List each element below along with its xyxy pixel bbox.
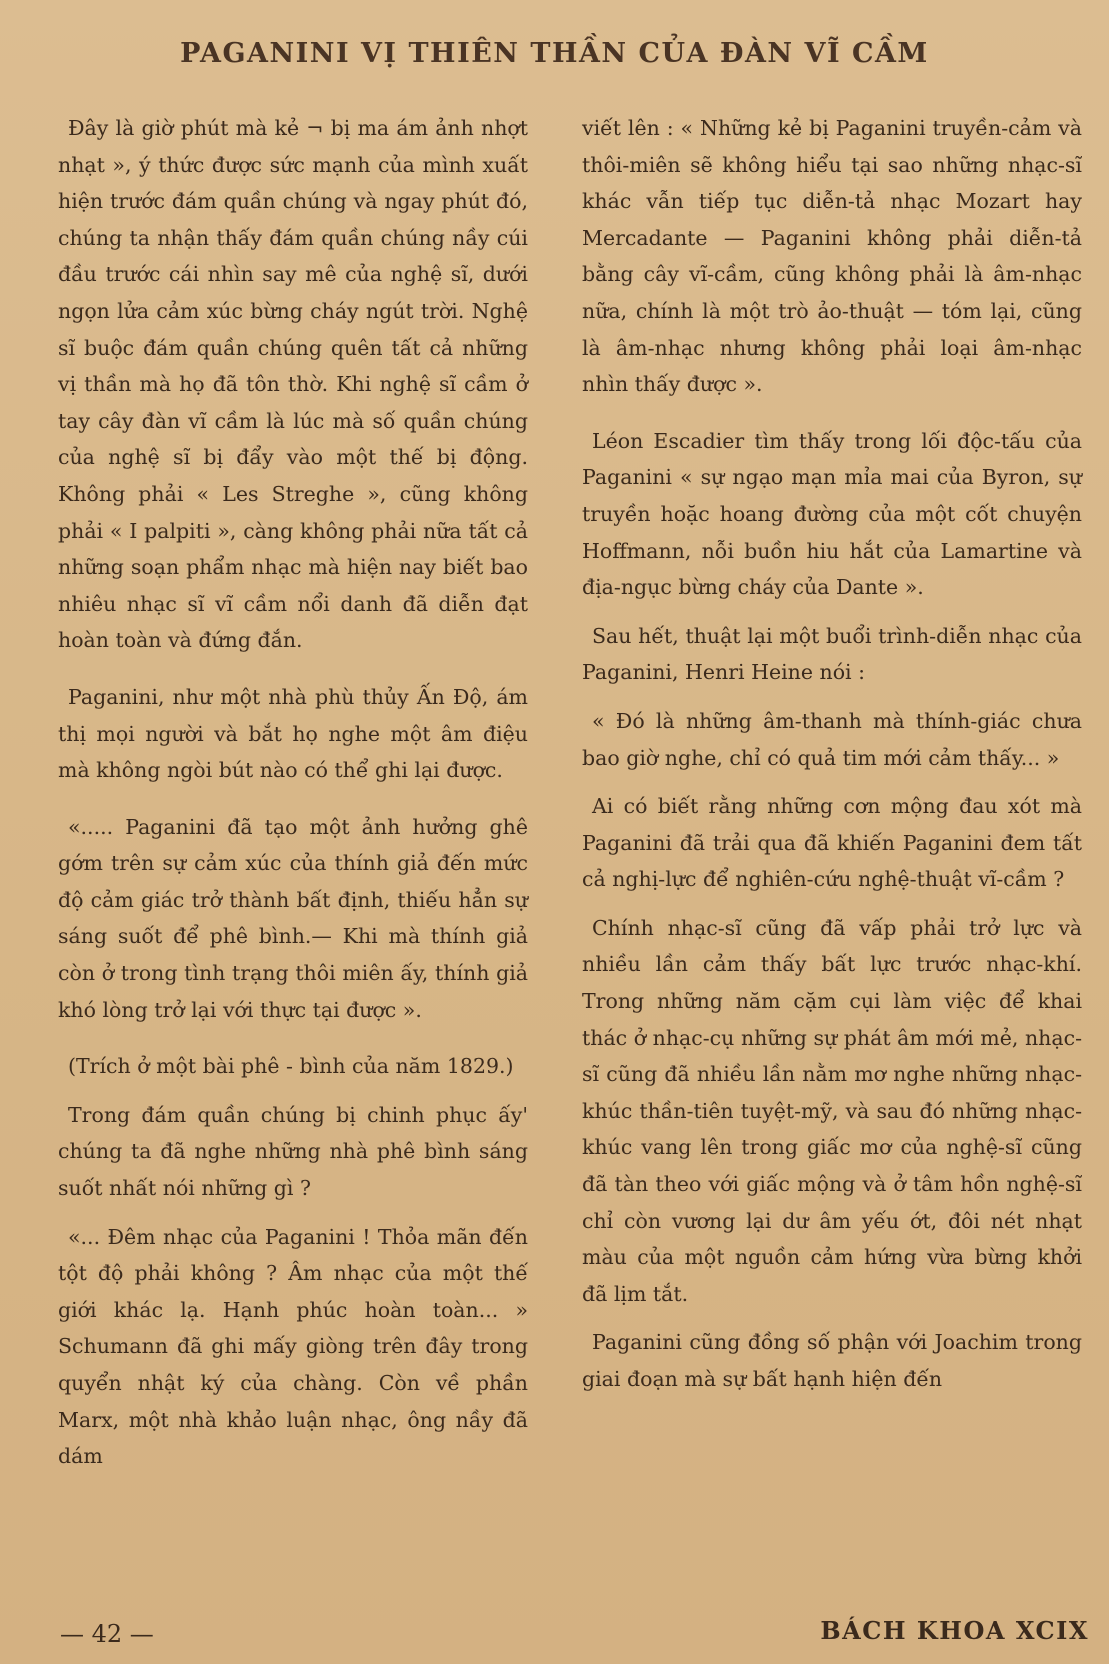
paragraph: Trong đám quần chúng bị chinh phục ấy' chúng ta đã nghe những nhà phê bình sáng suốt nhất nói những gì ?: [58, 1102, 528, 1201]
paragraph: Sau hết, thuật lại một buổi trình-diễn nhạc của Paganini, Henri Heine nói :: [582, 623, 1082, 685]
quote-paragraph: «... Đêm nhạc của Paganini ! Thỏa mãn đến tột độ phải không ? Âm nhạc của một thế giới khác lạ. Hạnh phúc hoàn toàn... » Schumann đã ghi mấy giòng trên đây trong quyển nhật ký của chàng. Còn về phần Marx, một nhà khảo luận nhạc, ông nầy đã dám: [58, 1224, 528, 1469]
paragraph: Đây là giờ phút mà kẻ ¬ bị ma ám ảnh nhợt nhạt », ý thức được sức mạnh của mình xuất hiện trước đám quần chúng và ngay phút đó, chúng ta nhận thấy đám quần chúng nầy cúi đầu trước cái nhìn say mê của nghệ sĩ, dưới ngọn lửa cảm xúc bừng cháy ngút trời. Nghệ sĩ buộc đám quần chúng quên tất cả những vị thần mà họ đã tôn thờ. Khi nghệ sĩ cầm ở tay cây đàn vĩ cầm là lúc mà số quần chúng của nghệ sĩ bị đẩy vào một thế bị động. Không phải « Les Streghe », cũng không phải « I palpiti », càng không phải nữa tất cả những soạn phẩm nhạc mà hiện nay biết bao nhiêu nhạc sĩ vĩ cầm nổi danh đã diễn đạt hoàn toàn và đứng đắn.: [58, 116, 528, 653]
paragraph: Chính nhạc-sĩ cũng đã vấp phải trở lực và nhiều lần cảm thấy bất lực trước nhạc-khí. Trong những năm cặm cụi làm việc để khai thác ở nhạc-cụ những sự phát âm mới mẻ, nhạc-sĩ cũng đã nhiều lần nằm mơ nghe những nhạc-khúc thần-tiên tuyệt-mỹ, và sau đó những nhạc-khúc vang lên trong giấc mơ của nghệ-sĩ cũng đã tàn theo với giấc mộng và ở tâm hồn nghệ-sĩ chỉ còn vương lại dư âm yếu ớt, đôi nét nhạt màu của một nguồn cảm hứng vừa bừng khởi đã lịm tắt.: [582, 915, 1082, 1306]
paragraph: Léon Escadier tìm thấy trong lối độc-tấu của Paganini « sự ngạo mạn mỉa mai của Byron, sự truyền hoặc hoang đường của một cốt chuyện Hoffmann, nỗi buồn hiu hắt của Lamartine và địa-ngục bừng cháy của Dante ».: [582, 428, 1082, 600]
citation-paragraph: (Trích ở một bài phê - bình của năm 1829.): [68, 1054, 514, 1079]
page-number: — 42 —: [60, 1620, 154, 1648]
paragraph: Paganini cũng đồng số phận với Joachim trong giai đoạn mà sự bất hạnh hiện đến: [582, 1330, 1082, 1391]
left-column: [58, 110, 528, 1487]
publication-name: BÁCH KHOA XCIX: [820, 1616, 1089, 1645]
paragraph: Ai có biết rằng những cơn mộng đau xót mà Paganini đã trải qua đã khiến Paganini đem tất cả nghị-lực để nghiên-cứu nghệ-thuật vĩ-cầm ?: [582, 794, 1082, 892]
quote-paragraph: « Đó là những âm-thanh mà thính-giác chưa bao giờ nghe, chỉ có quả tim mới cảm thấy... »: [582, 708, 1082, 770]
right-column: [582, 110, 1082, 1410]
paragraph: Paganini, như một nhà phù thủy Ấn Độ, ám thị mọi người và bắt họ nghe một âm điệu mà không ngòi bút nào có thể ghi lại được.: [58, 684, 528, 783]
running-title: PAGANINI VỊ THIÊN THẦN CỦA ĐÀN VĨ CẦM: [180, 38, 929, 69]
quote-paragraph: «..... Paganini đã tạo một ảnh hưởng ghê gớm trên sự cảm xúc của thính giả đến mức độ cảm giác trở thành bất định, thiếu hẳn sự sáng suốt để phê bình.— Khi mà thính giả còn ở trong tình trạng thôi miên ấy, thính giả khó lòng trở lại với thực tại được ».: [58, 814, 528, 1022]
paragraph: viết lên : « Những kẻ bị Paganini truyền-cảm và thôi-miên sẽ không hiểu tại sao những nhạc-sĩ khác vẫn tiếp tục diễn-tả nhạc Mozart hay Mercadante — Paganini không phải diễn-tả bằng cây vĩ-cầm, cũng không phải là âm-nhạc nữa, chính là một trò ảo-thuật — tóm lại, cũng là âm-nhạc nhưng không phải loại âm-nhạc nhìn thấy được ».: [582, 116, 1082, 397]
